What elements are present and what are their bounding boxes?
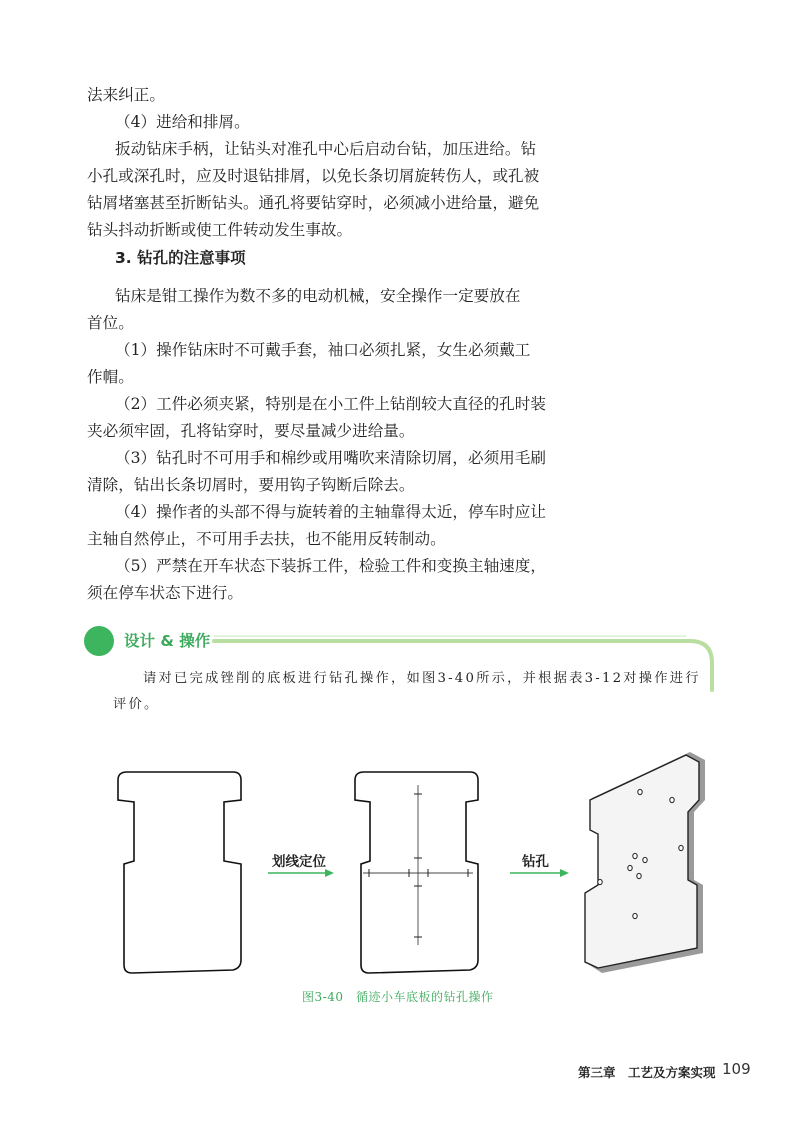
text-line: 钻床是钳工操作为数不多的电动机械，安全操作一定要放在 [115,287,521,305]
text-line: 须在停车状态下进行。 [87,584,243,602]
section-heading: 3. 钻孔的注意事项 [115,249,246,267]
arrow-head-icon [325,869,334,877]
page-number: 109 [722,1060,751,1078]
text-line: （3）钻孔时不可用手和棉纱或用嘴吹来清除切屑，必须用毛刷 [115,449,546,467]
footer-chapter-title: 第三章 工艺及方案实现 [578,1065,716,1080]
text-line: 清除，钻出长条切屑时，要用钩子钩断后除去。 [87,476,415,494]
text-line: （2）工件必须夹紧，特别是在小工件上钻削较大直径的孔时装 [115,395,546,413]
plate-drilled [585,755,699,968]
text-line: 钻头抖动折断或使工件转动发生事故。 [87,221,353,239]
arrow-label-marking: 划线定位 [272,854,326,870]
text-line: （4）进给和排屑。 [115,113,250,131]
text-line: （1）操作钻床时不可戴手套，袖口必须扎紧，女生必须戴工 [115,341,531,359]
text-line: 首位。 [87,314,134,332]
text-line: 小孔或深孔时，应及时退钻排屑，以免长条切屑旋转伤人，或孔被 [87,167,540,185]
text-line: 扳动钻床手柄，让钻头对准孔中心后启动台钻，加压进给。钻 [115,140,537,158]
task-text-line: 请对已完成锉削的底板进行钻孔操作，如图3-40所示，并根据表3-12对操作进行 [143,671,701,686]
plate-blank [118,772,241,973]
arrow-label-drilling: 钻孔 [522,854,549,870]
plate-marked [355,772,478,973]
text-line: 法来纠正。 [87,86,165,104]
task-text-line: 评价。 [113,697,160,712]
text-line: 钻屑堵塞甚至折断钻头。通孔将要钻穿时，必须减小进给量，避免 [87,194,540,212]
text-line: 夹必须牢固，孔将钻穿时，要尽量减少进给量。 [87,422,415,440]
text-line: （5）严禁在开车状态下装拆工件，检验工件和变换主轴速度， [115,557,546,575]
design-section-title: 设计 & 操作 [124,632,211,650]
text-line: 作帽。 [87,368,134,386]
text-line: 主轴自然停止，不可用手去扶，也不能用反转制动。 [87,530,446,548]
figure-caption: 图3-40 循迹小车底板的钻孔操作 [302,990,494,1004]
text-line: （4）操作者的头部不得与旋转着的主轴靠得太近，停车时应让 [115,503,546,521]
arrow-head-icon [560,869,569,877]
